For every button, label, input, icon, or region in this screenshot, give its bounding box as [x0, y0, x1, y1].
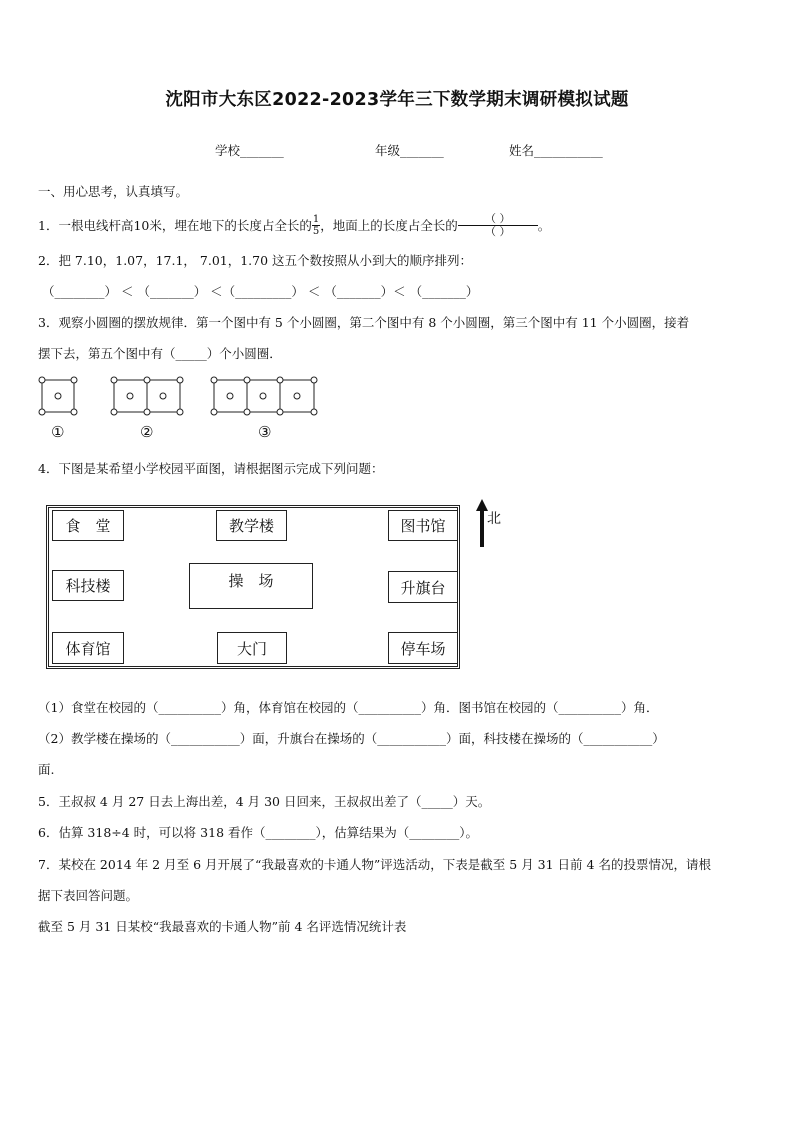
- section-heading: 一、用心思考，认真填写。: [38, 184, 189, 199]
- school-label: 学校_______: [215, 143, 284, 158]
- map-gate: 大门: [217, 632, 287, 664]
- pattern-figure-1: [38, 376, 78, 416]
- map-teaching-building: 教学楼: [216, 510, 287, 541]
- pattern-label-3: ③: [258, 423, 272, 441]
- pattern-label-1: ①: [51, 423, 65, 441]
- q1-text-before: 1．一根电线杆高10米，埋在地下的长度占全长的: [38, 218, 312, 233]
- map-science-building: 科技楼: [52, 570, 124, 601]
- question-1: [38, 210, 550, 240]
- q2-answer-line: （________） ＜ （_______） ＜（_________） ＜ （_______）＜ （_______）: [42, 284, 479, 299]
- q1-answer-denominator-blank: （ ）: [485, 224, 511, 238]
- question-3-line1: 3．观察小圆圈的摆放规律．第一个图中有 5 个小圆圈，第二个图中有 8 个小圆圈，第三个图中有 11 个小圆圈，接着: [38, 315, 690, 330]
- question-7-line2: 据下表回答问题。: [38, 888, 139, 903]
- q4-subquestion-2-end: 面.: [38, 762, 55, 777]
- q1-fraction-denominator: 5: [312, 225, 320, 237]
- question-6: 6．估算 318÷4 时，可以将 318 看作（________），估算结果为（________）。: [38, 825, 478, 840]
- table-caption: 截至 5 月 31 日某校“我最喜欢的卡通人物”前 4 名评选情况统计表: [38, 919, 407, 934]
- map-flag-platform: 升旗台: [388, 571, 458, 603]
- grade-label: 年级_______: [375, 143, 444, 158]
- q1-text-middle: ，地面上的长度占全长的: [320, 218, 458, 233]
- pattern-figure-2: [110, 376, 184, 416]
- q4-subquestion-2: （2）教学楼在操场的（___________）面，升旗台在操场的（___________）面，科技楼在操场的（___________）: [38, 731, 665, 746]
- q1-answer-fraction: [458, 213, 538, 238]
- q4-subquestion-1: （1）食堂在校园的（__________）角，体育馆在校园的（__________）角．图书馆在校园的（__________）角．: [38, 700, 659, 715]
- question-5: 5．王叔叔 4 月 27 日去上海出差，4 月 30 日回来，王叔叔出差了（_____）天。: [38, 794, 491, 809]
- question-7-line1: 7．某校在 2014 年 2 月至 6 月开展了“我最喜欢的卡通人物”评选活动，下表是截至 5 月 31 日前 4 名的投票情况，请根: [38, 857, 711, 872]
- question-4: 4．下图是某希望小学校园平面图，请根据图示完成下列问题：: [38, 461, 384, 476]
- map-parking: 停车场: [388, 632, 458, 664]
- name-label: 姓名___________: [509, 143, 603, 158]
- north-label: 北: [487, 511, 501, 527]
- map-gym: 体育馆: [52, 632, 124, 664]
- pattern-label-2: ②: [140, 423, 154, 441]
- q1-answer-numerator-blank: （ ）: [458, 213, 538, 226]
- map-canteen: 食 堂: [52, 510, 124, 541]
- pattern-figure-3: [210, 376, 318, 416]
- q1-fraction-numerator: 1: [312, 213, 320, 225]
- page-title: 沈阳市大东区2022-2023学年三下数学期末调研模拟试题: [165, 90, 629, 110]
- question-2: 2．把 7.10，1.07，17.1， 7.01，1.70 这五个数按照从小到大的顺序排列：: [38, 253, 473, 268]
- campus-map: [46, 505, 460, 669]
- map-playground: 操 场: [189, 563, 313, 609]
- q1-text-end: 。: [537, 218, 551, 233]
- question-3-line2: 摆下去，第五个图中有（_____）个小圆圈．: [38, 346, 282, 361]
- map-library: 图书馆: [388, 510, 458, 541]
- q1-fraction: [312, 214, 320, 237]
